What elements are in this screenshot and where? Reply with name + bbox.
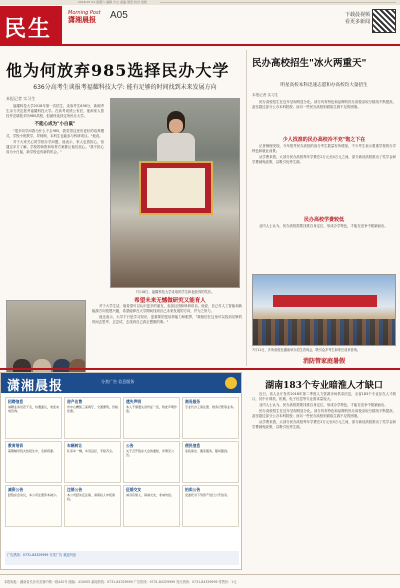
student-photo [110,98,240,288]
qr-code-icon[interactable] [372,9,396,33]
brand-en: Morning Post [68,10,101,16]
photo-banner [273,295,377,307]
ad-cell [123,485,180,527]
section-label: 民生 [0,6,62,46]
page-footer: 本报地址：湖南省长沙市芙蓉中路一段442号 邮编：410005 新闻热线：0731-84329999 广告热线：0731-84329999 发行热线：0731-84329999 零售价：1元 [0,574,400,588]
ad-cell-title: 拍卖公告 [185,487,201,492]
qr-label-1: 下载晨视频 [344,12,370,18]
ad-cell-title: 减资公告 [8,487,24,492]
ad-cell-title: 公告 [126,443,134,448]
ad-cell-title: 房产出售 [67,399,83,404]
talent-para-3: 民办高校招生在近年呈现明显分化。部分具有特色和品牌的民办高校录取分数线不断提高，甚至超过部分公办本科院校；而另一些民办高校则面临生源不足的困境。 [252,409,396,418]
main-subheadline: 636分高考生谈报考福耀科技大学: 能有足够的时间找到未来发展方向 [33,84,217,91]
ad-cell-text: 诚寻有缘人，真诚交友，非诚勿扰。 [126,493,175,497]
talent-para-2: 业内人士认为，民办高校需要找准自身定位，形成办学特色，才能在竞争中脱颖而出。 [259,403,388,407]
right-section-head-2: 民办高校学费较低 [303,217,344,223]
right-byline: 本报记者 实习生 [252,93,279,97]
ad-cell-title: 招聘信息 [8,399,24,404]
ad-cell-text: 市中心精装三室两厅，交通便利，价格优惠。 [67,405,119,413]
ad-header [1,373,242,393]
ad-cell-title: 教育培训 [8,443,24,448]
right-story-body-2 [252,224,396,272]
talent-gap-story [252,392,396,570]
ad-cell-text: 诚聘业务员若干名，待遇面议，欢迎来电咨询。 [8,405,60,413]
ad-cell [123,397,180,439]
main-section-head-2: 希望未来无憾做研究又能育人 [134,298,206,304]
right-section-head-1: 少人找准的民办高校冷不充"饱之下在 [282,137,366,143]
ad-brand-sub: 分类广告 信息服务 [101,379,135,384]
right-para-4: 业内人士认为，民办高校需要找准自身定位，形成办学特色，才能在竞争中脱颖而出。 [259,224,388,228]
ad-grid [5,397,239,527]
masthead [0,6,400,46]
qr-label-2: 看更多新闻 [344,19,370,25]
ad-cell [64,485,121,527]
qr-caption [345,12,370,26]
top-info-strip [0,0,400,5]
ad-cell-title: 注销公告 [67,487,83,492]
right-story-body-1 [252,144,396,214]
ad-cell [182,441,239,483]
main-byline: 本报记者 实习生 [6,96,36,101]
paper-brand [68,10,108,24]
ad-cell [182,485,239,527]
ad-cell-title: 商务服务 [185,399,201,404]
ad-cell [64,441,121,483]
right-para-3: 从学费来看，大部分民办高校每年学费在2万元至4万元之间，部分新设高校推出了奖学金和学费减免政策，以吸引优秀生源。 [252,155,396,164]
section-rule [0,368,400,370]
ad-cell-title: 遗失声明 [126,399,142,404]
main-para-2: "很多同学问我为什么不去985，我觉得这里有更好的培养模式，学校小班教学，导师制，本科生也能参与科研项目。"他说。 [6,129,104,138]
ad-cell-title: 便民信息 [185,443,201,448]
consult-fair-photo [252,274,396,346]
ad-cell [182,397,239,439]
top-strip-text: 2018.07.21 星期六 编辑 方立 美编 周思 校对 刘艳 [78,0,147,4]
classified-ad-block [0,372,242,570]
talent-para-4: 从学费来看，大部分民办高校每年学费在2万元至4万元之间，部分新设高校推出了奖学金和学费减免政策，以吸引优秀生源。 [252,420,396,429]
ad-cell-text: 专业代办工商注册、财务记账等业务。 [185,405,237,409]
page-number: A05 [110,10,128,21]
ad-cell [5,441,62,483]
talent-para-1: 近日，省人社厅发布2018年第二季度人力资源市场供求信息，全省183个专业存在人才缺口，其中计算机、机械、电子信息等专业需求量较大。 [252,392,396,401]
certificate [139,161,213,215]
ad-cell-title: 征婚交友 [126,487,142,492]
right-para-1: 民办高校招生在近年呈现明显分化。部分具有特色和品牌的民办高校录取分数线不断提高，甚至超过部分公办本科院校；而另一些民办高校则面临生源不足的困境。 [252,100,396,109]
ad-cell [123,441,180,483]
ad-cell-text: 家政保洁、搬家服务，随叫随到。 [185,449,231,453]
main-section-head-1: 不能心成为"小白鼠" [34,122,76,127]
student-photo-caption: 7月18日，福耀科技大学录取的学生和他获得的奖状。 [135,290,215,294]
ad-cell [5,485,62,527]
ad-logo-icon [225,377,237,389]
ad-cell-text: 本人不慎遗失身份证一张，特此声明作废。 [126,405,178,413]
column-divider [246,50,247,366]
main-headline: 他为何放弃985选择民办大学 [6,61,230,80]
fire-safety-headline: 消防管家庭暑假 [302,358,345,365]
main-para-1: 福耀科技大学2018年第一次招生，录取考生636分，新湘考生余力决定报考福耀科技大学。在高考成绩公布后，他和家人曾经考虑填报多所985高校，但最终选择这所民办大学。 [6,104,104,118]
ad-brand: 潇湘晨报 [7,379,64,394]
ad-cell-text: 暑期辅导班火热招生中，名师授课。 [8,449,57,453]
ad-footer: 广告热线：0731-84329999 分类广告 欢迎刊登 [5,551,239,565]
photo-crowd [253,319,396,345]
ad-cell-text: 私家车一辆，车况良好，手续齐全。 [67,449,116,453]
main-story-column-1 [6,104,104,294]
ad-cell [64,397,121,439]
ad-cell-text: 关于召开股东大会的通知，详情见公告。 [126,449,175,457]
main-para-5: 他还表示，大学不只是学习知识，更重要的是培养能力和眼界，"我相信在这里可以找到足够的时间去思考，去尝试，去找到自己真正想做的事。" [92,315,242,324]
right-headline: 民办高校招生"冰火两重天" [252,58,367,69]
ad-cell-text: 受委托对下列资产进行公开拍卖。 [185,493,231,497]
brand-cn: 潇湘晨报 [68,16,96,24]
ad-cell [5,397,62,439]
main-para-3: 对于大家关心的学校办学问题，他表示，家人也曾担心，但通过多方了解，学校的师资和培养方案都让他们放心。"我不担心成为小白鼠，新学校也有新的机会。" [6,140,104,154]
right-story-intro [252,100,396,134]
top-rule [160,2,396,3]
consult-fair-caption: 7月11日，多所高校在湖南举办招生咨询会，吸引众多考生和家长前来咨询。 [252,348,361,352]
main-para-4: 对于大学生活，他希望可以认识更多的朋友，参加社团和科研项目。他说，自己对人工智能和新能源方向很感兴趣，希望能够在大学期间找到自己未来发展的方向，并为之努力。 [92,304,242,313]
ad-cell-text: 经股东会决议，本公司注册资本减少。 [8,493,60,497]
ad-cell-text: 本公司经决定注销，请债权人申报债权。 [67,493,116,501]
main-story-column-2 [92,304,242,366]
right-para-2: 记者梳理发现，今年报考民办高校的高分考生数量有所增加，不少考生表示看重学校的办学特色和就业前景。 [252,144,396,153]
right-subheadline: 明星高校本科迅速志愿和办高校均大量招生 [280,83,368,88]
ad-cell-title: 车辆转让 [67,443,83,448]
talent-gap-headline: 湖南183个专业暗淮人才缺口 [265,381,383,391]
